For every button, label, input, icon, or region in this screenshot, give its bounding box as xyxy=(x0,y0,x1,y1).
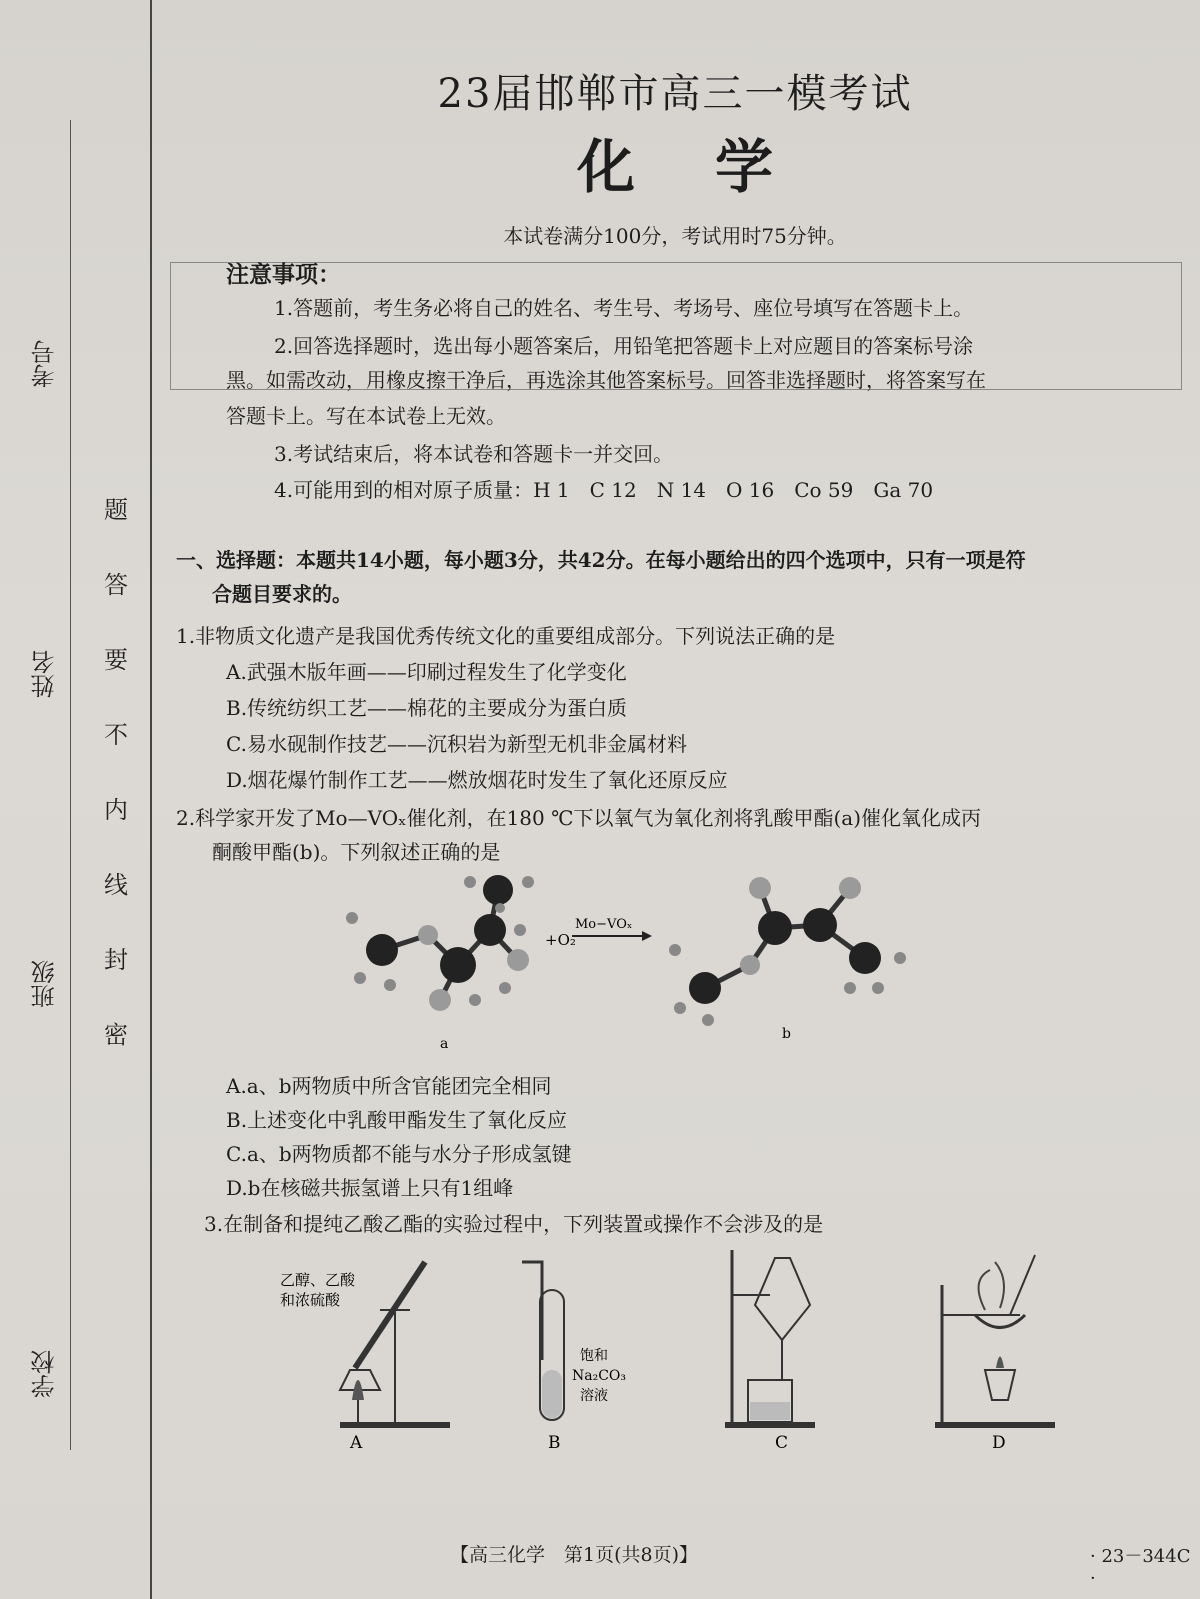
warning-char: 要 xyxy=(104,646,128,674)
label-xingming: 姓名 xyxy=(31,650,59,698)
notice-line: 1.答题前，考生务必将自己的姓名、考生号、考场号、座位号填写在答题卡上。 xyxy=(274,296,974,320)
q2-stem-cont: 酮酸甲酯(b)。下列叙述正确的是 xyxy=(212,840,501,864)
q1-option-b: B.传统纺织工艺——棉花的主要成分为蛋白质 xyxy=(226,696,628,720)
apparatus-d xyxy=(935,1255,1055,1428)
q1-stem: 1.非物质文化遗产是我国优秀传统文化的重要组成部分。下列说法正确的是 xyxy=(176,624,836,648)
notice-line: 3.考试结束后，将本试卷和答题卡一并交回。 xyxy=(274,442,674,466)
atom-hydrogen xyxy=(499,982,511,994)
atom-oxygen xyxy=(418,925,438,945)
apparatus-figure xyxy=(270,1250,1130,1450)
atom-carbon xyxy=(440,947,476,983)
exam-title: 23届邯郸市高三一模考试 xyxy=(437,71,913,117)
apparatus-label-c: C xyxy=(775,1433,789,1450)
q2-option-c: C.a、b两物质都不能与水分子形成氢键 xyxy=(226,1142,572,1166)
label-xuexiao: 学校 xyxy=(31,1350,59,1398)
warning-char: 内 xyxy=(104,796,128,824)
atom-hydrogen xyxy=(844,982,856,994)
notice-line: 答题卡上。写在本试卷上无效。 xyxy=(226,404,506,428)
atom-oxygen xyxy=(839,877,861,899)
atom-hydrogen xyxy=(384,979,396,991)
apparatus-label-d: D xyxy=(992,1433,1006,1450)
molecule-b xyxy=(669,877,906,1026)
warning-char: 封 xyxy=(104,946,128,974)
exam-info: 本试卷满分100分，考试用时75分钟。 xyxy=(503,224,847,248)
apparatus-c xyxy=(725,1250,815,1428)
atom-hydrogen xyxy=(702,1014,714,1026)
reagent-o2: +O₂ xyxy=(545,931,576,949)
atom-oxygen xyxy=(749,877,771,899)
atom-hydrogen xyxy=(346,912,358,924)
atom-hydrogen xyxy=(495,903,505,913)
page-footer: 【高三化学 第1页(共8页)】 xyxy=(450,1544,699,1566)
arrow-head xyxy=(642,931,652,941)
q3-stem: 3.在制备和提纯乙酸乙酯的实验过程中，下列装置或操作不会涉及的是 xyxy=(204,1212,824,1236)
apparatus-a xyxy=(280,1262,450,1428)
q2-option-a: A.a、b两物质中所含官能团完全相同 xyxy=(226,1074,552,1098)
molecule-a xyxy=(346,875,534,1011)
exam-code: · 23－344C · xyxy=(1090,1546,1191,1589)
reaction-figure xyxy=(330,870,980,1060)
warning-char: 线 xyxy=(104,871,128,899)
atom-hydrogen xyxy=(894,952,906,964)
page-content xyxy=(150,0,1200,1599)
q1-option-a: A.武强木版年画——印刷过程发生了化学变化 xyxy=(226,660,627,684)
reagent-label-a: 乙醇、乙酸 xyxy=(280,1271,356,1289)
apparatus-b xyxy=(522,1262,626,1420)
reagent-label-b: Na₂CO₃ xyxy=(572,1368,627,1384)
q2-stem: 2.科学家开发了Mo—VOₓ催化剂，在180 ℃下以氧气为氧化剂将乳酸甲酯(a)催化氧化成丙 xyxy=(176,806,981,830)
reagent-label-b: 饱和 xyxy=(580,1348,608,1364)
section-heading-cont: 合题目要求的。 xyxy=(212,582,352,606)
q2-option-d: D.b在核磁共振氢谱上只有1组峰 xyxy=(226,1176,514,1200)
notice-line: 4.可能用到的相对原子质量：H 1 C 12 N 14 O 16 Co 59 Ga 70 xyxy=(274,478,934,502)
atom-hydrogen xyxy=(464,876,476,888)
atom-oxygen xyxy=(507,949,529,971)
q1-option-c: C.易水砚制作技艺——沉积岩为新型无机非金属材料 xyxy=(226,732,687,756)
q2-option-b: B.上述变化中乳酸甲酯发生了氧化反应 xyxy=(226,1108,568,1132)
reagent-label-b: 溶液 xyxy=(580,1388,608,1404)
notice-line: 黑。如需改动，用橡皮擦干净后，再选涂其他答案标号。回答非选择题时，将答案写在 xyxy=(226,368,986,392)
notice-line: 2.回答选择题时，选出每小题答案后，用铅笔把答题卡上对应题目的答案标号涂 xyxy=(274,334,974,358)
atom-carbon xyxy=(474,914,506,946)
warning-char: 题 xyxy=(104,496,128,524)
atom-carbon xyxy=(758,911,792,945)
binding-line xyxy=(70,120,71,1450)
warning-char: 不 xyxy=(104,721,128,749)
label-a: a xyxy=(440,1036,449,1052)
apparatus-label-a: A xyxy=(350,1433,363,1450)
atom-carbon xyxy=(849,942,881,974)
binding-strip xyxy=(0,0,152,1599)
atom-carbon xyxy=(483,875,513,905)
label-b: b xyxy=(782,1026,791,1042)
label-kaohao: 考号 xyxy=(31,340,59,388)
subject-title: 化学 xyxy=(576,133,853,201)
atom-hydrogen xyxy=(514,924,526,936)
atom-carbon xyxy=(689,972,721,1004)
atom-carbon xyxy=(366,934,398,966)
atom-carbon xyxy=(803,908,837,942)
q1-option-d: D.烟花爆竹制作工艺——燃放烟花时发生了氧化还原反应 xyxy=(226,768,728,792)
apparatus-label-b: B xyxy=(548,1433,561,1450)
warning-char: 答 xyxy=(104,571,128,599)
atom-oxygen xyxy=(740,955,760,975)
atom-hydrogen xyxy=(872,982,884,994)
notice-title: 注意事项： xyxy=(226,261,341,288)
catalyst-label: Mo−VOₓ xyxy=(575,917,633,932)
atom-hydrogen xyxy=(674,1002,686,1014)
reagent-label-a: 和浓硫酸 xyxy=(280,1291,341,1309)
section-heading: 一、选择题：本题共14小题，每小题3分，共42分。在每小题给出的四个选项中，只有一项是符 xyxy=(176,548,1026,572)
atom-hydrogen xyxy=(354,972,366,984)
label-banji: 班级 xyxy=(31,960,59,1008)
atom-hydrogen xyxy=(522,876,534,888)
atom-hydrogen xyxy=(669,944,681,956)
warning-char: 密 xyxy=(104,1021,128,1049)
atom-hydrogen xyxy=(469,994,481,1006)
atom-oxygen xyxy=(429,989,451,1011)
